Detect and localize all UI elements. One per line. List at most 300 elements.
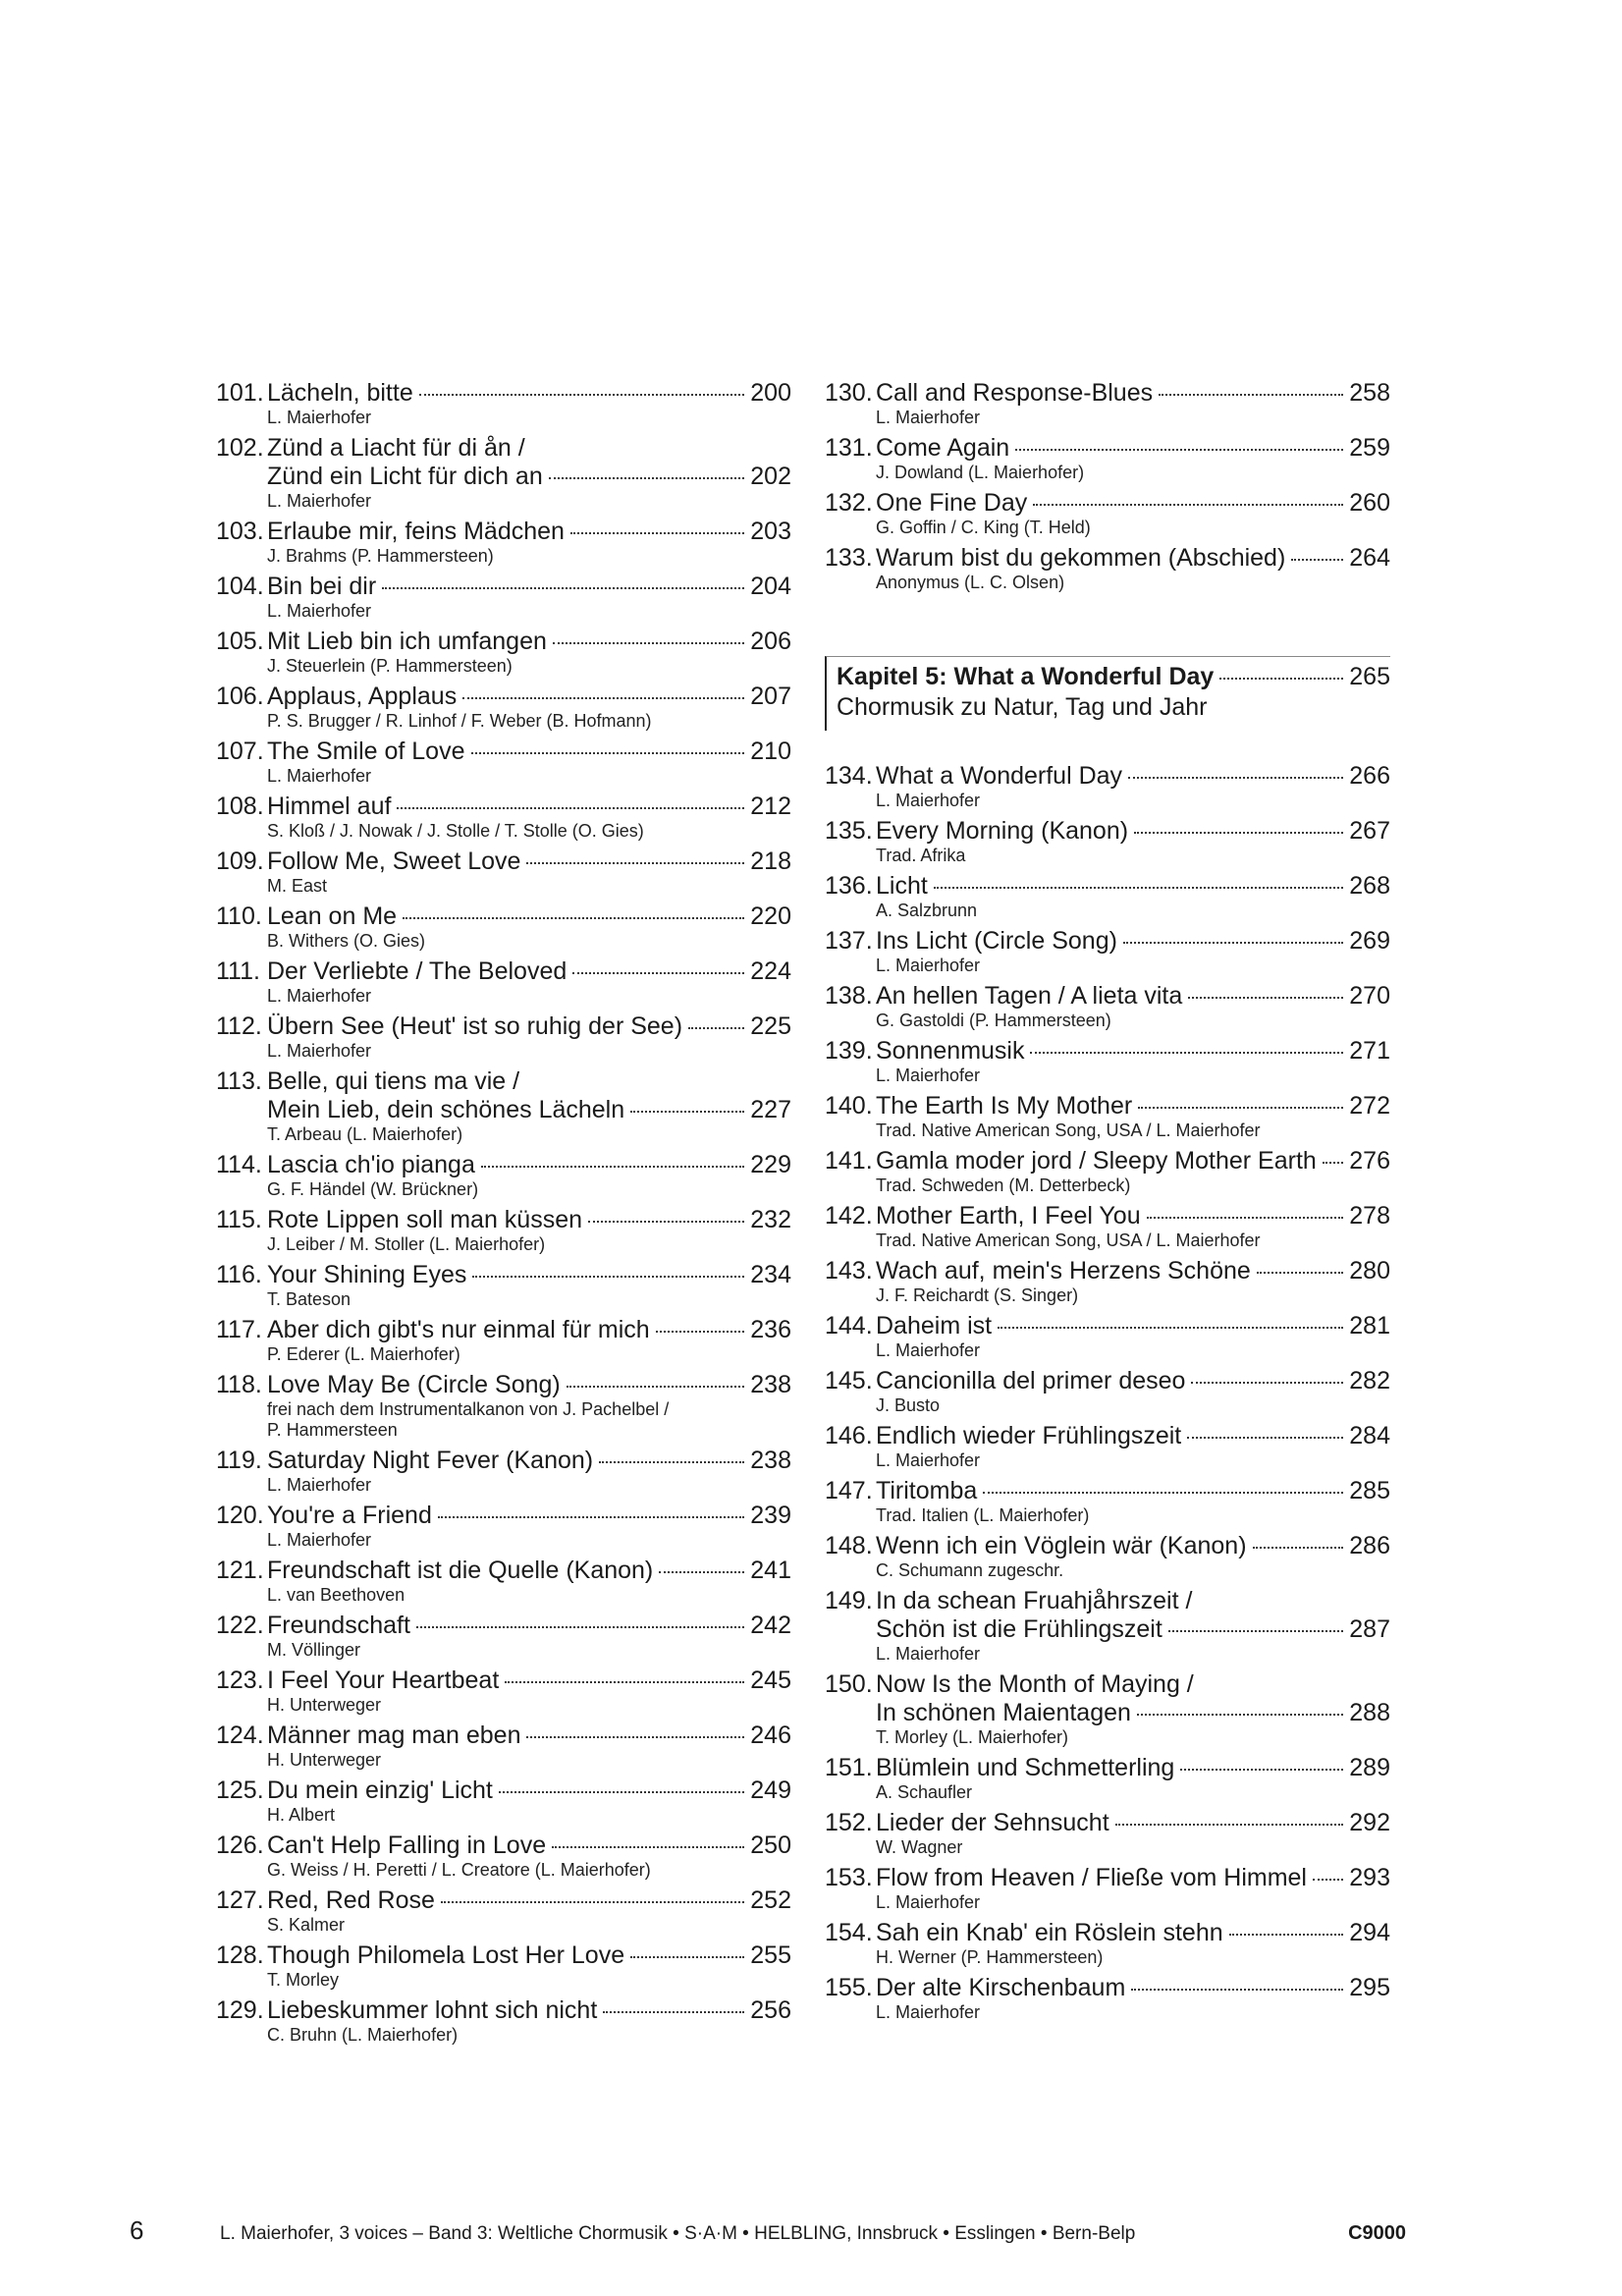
toc-entry — [216, 1502, 791, 1551]
toc-entry-title-line — [825, 489, 1390, 518]
dot-leader — [630, 1956, 744, 1958]
dot-leader — [1168, 1630, 1343, 1632]
toc-entry — [825, 379, 1390, 428]
toc-entry-page: 246 — [750, 1722, 791, 1749]
toc-entry-number: 127. — [216, 1886, 264, 1914]
toc-entry — [216, 1447, 791, 1496]
toc-entry-title: Saturday Night Fever (Kanon) — [267, 1447, 594, 1474]
dot-leader — [983, 1492, 1343, 1494]
toc-entry-title: Call and Response-Blues — [876, 379, 1154, 407]
toc-entry-credit: C. Bruhn (L. Maierhofer) — [267, 2025, 459, 2045]
dot-leader — [1115, 1824, 1344, 1826]
toc-entry-title: Though Philomela Lost Her Love — [267, 1941, 625, 1969]
toc-entry — [825, 1670, 1390, 1748]
toc-entry-title: Rote Lippen soll man küssen — [267, 1206, 583, 1233]
toc-entry — [825, 1974, 1390, 2023]
toc-entry-title-line — [216, 1371, 791, 1399]
toc-entry-number: 142. — [825, 1202, 873, 1230]
toc-entry — [825, 1532, 1390, 1581]
footer-catalog-code: C9000 — [1348, 2222, 1406, 2244]
toc-entry-page: 207 — [750, 683, 791, 710]
dot-leader — [1134, 832, 1343, 834]
toc-entry-page: 220 — [750, 902, 791, 930]
toc-entry-title: One Fine Day — [876, 489, 1028, 517]
chapter-heading — [825, 656, 1390, 731]
toc-entry-title-line — [825, 1037, 1390, 1066]
dot-leader — [656, 1331, 745, 1333]
toc-entry-number: 125. — [216, 1777, 264, 1804]
toc-entry-title: Wenn ich ein Vöglein wär (Kanon) — [876, 1532, 1247, 1559]
toc-entry — [825, 1809, 1390, 1858]
toc-entry — [216, 902, 791, 952]
dot-leader — [472, 1276, 744, 1278]
toc-entry-credit: L. Maierhofer — [876, 1644, 981, 1664]
toc-entry-title-line — [825, 872, 1390, 901]
toc-entry-credit: T. Arbeau (L. Maierhofer) — [267, 1124, 463, 1144]
toc-entry-title-line — [216, 434, 791, 463]
dot-leader — [499, 1791, 744, 1793]
toc-entry-page: 269 — [1349, 927, 1390, 955]
toc-entry-title-line — [216, 463, 791, 491]
toc-entry — [216, 1067, 791, 1145]
toc-entry — [216, 1557, 791, 1606]
toc-entry-credit: L. Maierhofer — [267, 1475, 372, 1495]
dot-leader — [1015, 449, 1343, 451]
toc-entry-title: Your Shining Eyes — [267, 1261, 467, 1288]
toc-entry-number: 120. — [216, 1502, 264, 1529]
dot-leader — [438, 1516, 744, 1518]
toc-entry-page: 286 — [1349, 1532, 1390, 1559]
footer-publication-info: L. Maierhofer, 3 voices – Band 3: Weltliche Chormusik • S·A·M • HELBLING, Innsbruck • Esslingen • Bern-Belp — [220, 2223, 1136, 2244]
toc-entry-title-line — [825, 1092, 1390, 1121]
toc-entry-number: 126. — [216, 1831, 264, 1859]
toc-entry-page: 268 — [1349, 872, 1390, 900]
toc-entry-credit: L. Maierhofer — [876, 408, 981, 427]
toc-entry — [216, 1996, 791, 2046]
toc-entry-credit: L. Maierhofer — [876, 1340, 981, 1360]
toc-entry-page: 267 — [1349, 817, 1390, 845]
toc-entry — [216, 1612, 791, 1661]
toc-entry-page: 272 — [1349, 1092, 1390, 1120]
toc-entry-title-line — [216, 683, 791, 711]
toc-entry-title: Lean on Me — [267, 902, 398, 930]
toc-entry-number: 150. — [825, 1670, 873, 1698]
toc-entry — [825, 544, 1390, 593]
toc-entry-credit: L. Maierhofer — [267, 766, 372, 786]
dot-leader — [934, 887, 1343, 889]
toc-entry-page: 259 — [1349, 434, 1390, 462]
toc-entry-page: 270 — [1349, 982, 1390, 1010]
toc-entry-page: 276 — [1349, 1147, 1390, 1175]
toc-entry-credit: L. Maierhofer — [267, 1530, 372, 1550]
toc-entry-page: 225 — [750, 1012, 791, 1040]
footer-page-number: 6 — [130, 2215, 144, 2245]
toc-entry — [825, 1037, 1390, 1086]
toc-entry-title-line — [825, 434, 1390, 463]
toc-entry-credit: L. Maierhofer — [267, 1041, 372, 1061]
toc-entry-number: 149. — [825, 1587, 873, 1614]
toc-entry-title: Follow Me, Sweet Love — [267, 847, 521, 875]
toc-entry-credit: T. Bateson — [267, 1289, 351, 1309]
toc-entry-title: Tiritomba — [876, 1477, 978, 1504]
toc-entry-title-line — [825, 1754, 1390, 1782]
toc-entry-page: 256 — [750, 1996, 791, 2024]
toc-entry-title-line — [825, 1974, 1390, 2002]
toc-entry — [825, 1422, 1390, 1471]
toc-entry-number: 139. — [825, 1037, 873, 1065]
toc-entry-page: 218 — [750, 847, 791, 875]
toc-entry-credit: J. Brahms (P. Hammersteen) — [267, 546, 494, 566]
toc-entry-title-line — [216, 1886, 791, 1915]
toc-entry-title: What a Wonderful Day — [876, 762, 1123, 790]
toc-entry-title-line — [216, 1941, 791, 1970]
toc-entry-page: 295 — [1349, 1974, 1390, 2001]
toc-entry-number: 101. — [216, 379, 264, 407]
toc-group-bottom — [825, 762, 1390, 2023]
toc-entry-number: 104. — [216, 573, 264, 600]
toc-entry-title-line — [825, 1312, 1390, 1340]
dot-leader — [1187, 1437, 1343, 1439]
toc-entry-title: Mein Lieb, dein schönes Lächeln — [267, 1096, 625, 1123]
toc-entry-credit: L. Maierhofer — [876, 2002, 981, 2022]
toc-entry-credit: L. Maierhofer — [876, 1892, 981, 1912]
toc-entry — [216, 518, 791, 567]
dot-leader — [567, 1386, 745, 1388]
toc-entry-credit: Trad. Native American Song, USA / L. Maierhofer — [876, 1121, 1261, 1140]
toc-entry — [825, 817, 1390, 866]
toc-entry — [216, 379, 791, 428]
dot-leader — [1191, 1382, 1343, 1384]
page-footer — [130, 2215, 1406, 2246]
toc-entry-title: You're a Friend — [267, 1502, 432, 1529]
toc-entry-number: 137. — [825, 927, 873, 955]
toc-entry-title-line — [825, 817, 1390, 846]
toc-entry-title-line — [216, 738, 791, 766]
toc-entry-title: The Smile of Love — [267, 738, 465, 765]
toc-entry-title-line — [216, 1067, 791, 1096]
toc-entry-title: Zünd a Liacht für di ån / — [267, 434, 525, 462]
dot-leader — [526, 862, 744, 864]
toc-entry-title: Lieder der Sehnsucht — [876, 1809, 1109, 1836]
toc-entry — [216, 1316, 791, 1365]
toc-entry-title-line — [825, 1864, 1390, 1892]
toc-entry-title-line — [216, 518, 791, 546]
chapter-title-line — [837, 663, 1390, 691]
toc-entry-number: 106. — [216, 683, 264, 710]
toc-entry — [825, 1202, 1390, 1251]
toc-entry-page: 264 — [1349, 544, 1390, 572]
toc-entry-number: 146. — [825, 1422, 873, 1449]
dot-leader — [1138, 1107, 1343, 1109]
toc-entry-title-line — [216, 957, 791, 986]
dot-leader — [1033, 504, 1343, 506]
toc-entry-page: 266 — [1349, 762, 1390, 790]
toc-entry-page: 212 — [750, 793, 791, 820]
toc-entry-credit: L. Maierhofer — [267, 601, 372, 621]
toc-entry-page: 250 — [750, 1831, 791, 1859]
toc-entry-title-line — [216, 1996, 791, 2025]
toc-entry-title-line — [825, 1367, 1390, 1395]
toc-entry-title-line — [825, 379, 1390, 408]
toc-entry-title: Red, Red Rose — [267, 1886, 435, 1914]
toc-entry-page: 289 — [1349, 1754, 1390, 1781]
dot-leader — [416, 1626, 744, 1628]
toc-entry-title-line — [825, 1257, 1390, 1285]
toc-entry-title: In da schean Fruahjåhrszeit / — [876, 1587, 1193, 1614]
toc-entry-page: 288 — [1349, 1699, 1390, 1726]
toc-column-right — [825, 379, 1390, 2029]
toc-entry-number: 130. — [825, 379, 873, 407]
toc-entry-title: Can't Help Falling in Love — [267, 1831, 547, 1859]
toc-entry-credit: A. Salzbrunn — [876, 901, 978, 920]
toc-entry-title-line — [825, 1532, 1390, 1560]
dot-leader — [1313, 1879, 1343, 1881]
toc-entry-title: Du mein einzig' Licht — [267, 1777, 493, 1804]
toc-entry-title-line — [216, 1096, 791, 1124]
toc-entry — [216, 1831, 791, 1881]
toc-entry-credit: W. Wagner — [876, 1837, 963, 1857]
toc-entry-page: 203 — [750, 518, 791, 545]
toc-entry-title-line — [216, 793, 791, 821]
toc-entry-credit: J. Dowland (L. Maierhofer) — [876, 463, 1085, 482]
toc-entry-credit: T. Morley — [267, 1970, 340, 1990]
toc-entry — [216, 1722, 791, 1771]
toc-entry-number: 154. — [825, 1919, 873, 1946]
toc-entry-page: 292 — [1349, 1809, 1390, 1836]
toc-entry-page: 238 — [750, 1371, 791, 1398]
toc-entry-title: Übern See (Heut' ist so ruhig der See) — [267, 1012, 683, 1040]
toc-entry — [825, 872, 1390, 921]
toc-entry-number: 117. — [216, 1316, 262, 1343]
toc-entry — [825, 1147, 1390, 1196]
toc-entry-title: Bin bei dir — [267, 573, 377, 600]
toc-entry — [216, 793, 791, 842]
toc-entry-number: 123. — [216, 1667, 264, 1694]
toc-entry-title-line — [216, 628, 791, 656]
toc-entry-credit: G. Goffin / C. King (T. Held) — [876, 518, 1091, 537]
toc-entry-title: The Earth Is My Mother — [876, 1092, 1133, 1120]
toc-entry-title-line — [216, 902, 791, 931]
toc-entry-credit: T. Morley (L. Maierhofer) — [876, 1727, 1069, 1747]
toc-entry — [825, 927, 1390, 976]
toc-entry-title-line — [825, 544, 1390, 573]
toc-entry-title: An hellen Tagen / A lieta vita — [876, 982, 1183, 1010]
toc-entry-credit: L. Maierhofer — [876, 1066, 981, 1085]
toc-entry-credit: frei nach dem Instrumentalkanon von J. Pachelbel / — [267, 1399, 670, 1419]
toc-entry-title-line — [216, 573, 791, 601]
toc-entry-number: 128. — [216, 1941, 264, 1969]
toc-entry-number: 115. — [216, 1206, 262, 1233]
dot-leader — [1030, 1052, 1343, 1054]
dot-leader — [1229, 1934, 1344, 1936]
toc-entry-page: 284 — [1349, 1422, 1390, 1449]
toc-entry-title-line — [216, 379, 791, 408]
toc-entry-title-line — [825, 1477, 1390, 1505]
toc-entry-page: 282 — [1349, 1367, 1390, 1394]
toc-entry-title: Daheim ist — [876, 1312, 993, 1339]
toc-entry — [825, 489, 1390, 538]
toc-entry-title: Ins Licht (Circle Song) — [876, 927, 1117, 955]
toc-entry-title-line — [216, 1206, 791, 1234]
toc-entry-number: 109. — [216, 847, 264, 875]
toc-entry-title: Every Morning (Kanon) — [876, 817, 1129, 845]
toc-entry-title-line — [216, 1502, 791, 1530]
toc-entry-page: 260 — [1349, 489, 1390, 517]
toc-entry-credit: J. Busto — [876, 1395, 941, 1415]
toc-entry-page: 287 — [1349, 1615, 1390, 1643]
toc-entry-title: Applaus, Applaus — [267, 683, 458, 710]
dot-leader — [588, 1221, 744, 1223]
chapter-subtitle: Chormusik zu Natur, Tag und Jahr — [837, 693, 1208, 721]
toc-entry-title-line — [825, 1587, 1390, 1615]
toc-entry-title: Sonnenmusik — [876, 1037, 1025, 1065]
toc-entry-page: 232 — [750, 1206, 791, 1233]
toc-entry-title: Freundschaft ist die Quelle (Kanon) — [267, 1557, 654, 1584]
toc-entry-title-line — [216, 1151, 791, 1179]
toc-entry-title-line — [825, 1919, 1390, 1947]
toc-entry-title-line — [216, 1261, 791, 1289]
toc-entry-number: 147. — [825, 1477, 873, 1504]
toc-entry-credit: J. F. Reichardt (S. Singer) — [876, 1285, 1079, 1305]
toc-entry-credit: M. Völlinger — [267, 1640, 361, 1660]
toc-entry-credit: L. van Beethoven — [267, 1585, 406, 1605]
toc-entry-number: 134. — [825, 762, 873, 790]
toc-entry-title: Mit Lieb bin ich umfangen — [267, 628, 547, 655]
dot-leader — [1137, 1714, 1343, 1716]
toc-entry-title-line — [825, 1147, 1390, 1175]
dot-leader — [1219, 678, 1343, 680]
dot-leader — [505, 1681, 744, 1683]
toc-entry-number: 118. — [216, 1371, 262, 1398]
toc-entry-credit: B. Withers (O. Gies) — [267, 931, 426, 951]
toc-entry — [825, 1312, 1390, 1361]
toc-entry-title: Mother Earth, I Feel You — [876, 1202, 1141, 1230]
toc-entry-number: 116. — [216, 1261, 262, 1288]
dot-leader — [1128, 777, 1343, 779]
toc-entry-title-line — [216, 1612, 791, 1640]
toc-entry-number: 133. — [825, 544, 873, 572]
toc-entry-credit: Anonymus (L. C. Olsen) — [876, 573, 1065, 592]
toc-entry-page: 224 — [750, 957, 791, 985]
toc-entry — [825, 1257, 1390, 1306]
toc-entry-title-line — [825, 1422, 1390, 1450]
toc-entry — [216, 738, 791, 787]
toc-entry-credit: H. Albert — [267, 1805, 336, 1825]
toc-entry-page: 294 — [1349, 1919, 1390, 1946]
toc-entry-title: Zünd ein Licht für dich an — [267, 463, 543, 490]
toc-entry-credit: L. Maierhofer — [267, 408, 372, 427]
toc-entry-title: Warum bist du gekommen (Abschied) — [876, 544, 1286, 572]
toc-entry-page: 285 — [1349, 1477, 1390, 1504]
dot-leader — [462, 697, 744, 699]
toc-entry — [216, 1777, 791, 1826]
toc-entry-page: 200 — [750, 379, 791, 407]
toc-entry-title-line — [825, 1699, 1390, 1727]
toc-entry-credit: L. Maierhofer — [267, 491, 372, 511]
dot-leader — [403, 917, 744, 919]
toc-entry-page: 202 — [750, 463, 791, 490]
toc-entry-credit: S. Kloß / J. Nowak / J. Stolle / T. Stolle (O. Gies) — [267, 821, 644, 841]
toc-entry-number: 105. — [216, 628, 264, 655]
dot-leader — [599, 1461, 744, 1463]
dot-leader — [549, 477, 745, 479]
toc-entry-title: Männer mag man eben — [267, 1722, 521, 1749]
toc-entry-title-line — [825, 1670, 1390, 1699]
toc-entry-page: 227 — [750, 1096, 791, 1123]
toc-entry-number: 141. — [825, 1147, 873, 1175]
toc-entry-title-line — [216, 1667, 791, 1695]
toc-entry — [825, 434, 1390, 483]
toc-entry — [216, 1886, 791, 1936]
dot-leader — [397, 807, 744, 809]
toc-entry-number: 113. — [216, 1067, 262, 1095]
toc-entry — [216, 434, 791, 512]
toc-entry — [825, 762, 1390, 811]
toc-entry-credit: P. Hammersteen — [267, 1420, 398, 1440]
toc-entry-title-line — [825, 1809, 1390, 1837]
toc-entry-credit: G. Weiss / H. Peretti / L. Creatore (L. Maierhofer) — [267, 1860, 651, 1880]
toc-entry-number: 140. — [825, 1092, 873, 1120]
toc-entry-credit: H. Unterweger — [267, 1695, 382, 1715]
toc-entry-number: 103. — [216, 518, 264, 545]
dot-leader — [1188, 997, 1343, 999]
toc-entry-title-line — [825, 982, 1390, 1011]
toc-entry-title: Now Is the Month of Maying / — [876, 1670, 1194, 1698]
dot-leader — [572, 972, 744, 974]
dot-leader — [1159, 394, 1343, 396]
toc-entry-page: 239 — [750, 1502, 791, 1529]
dot-leader — [1131, 1989, 1343, 1991]
toc-entry-number: 119. — [216, 1447, 262, 1474]
toc-entry-number: 108. — [216, 793, 264, 820]
toc-entry-credit: L. Maierhofer — [267, 986, 372, 1006]
toc-entry-title-line — [216, 1777, 791, 1805]
toc-entry — [216, 1941, 791, 1991]
toc-entry-credit: H. Unterweger — [267, 1750, 382, 1770]
toc-entry-title: Lascia ch'io pianga — [267, 1151, 475, 1178]
toc-entry-page: 280 — [1349, 1257, 1390, 1285]
toc-entry-credit: L. Maierhofer — [876, 956, 981, 975]
dot-leader — [1123, 942, 1343, 944]
toc-entry-number: 138. — [825, 982, 873, 1010]
toc-entry-title-line — [825, 1202, 1390, 1230]
toc-entry-credit: S. Kalmer — [267, 1915, 346, 1935]
chapter-page: 265 — [1349, 663, 1390, 690]
dot-leader — [526, 1736, 744, 1738]
toc-entry — [825, 982, 1390, 1031]
dot-leader — [419, 394, 745, 396]
dot-leader — [1323, 1162, 1343, 1164]
toc-entry-title: In schönen Maientagen — [876, 1699, 1131, 1726]
toc-entry-credit: Trad. Italien (L. Maierhofer) — [876, 1505, 1090, 1525]
toc-entry-page: 258 — [1349, 379, 1390, 407]
toc-entry — [216, 1012, 791, 1062]
toc-entry-page: 255 — [750, 1941, 791, 1969]
toc-entry-title-line — [825, 762, 1390, 791]
toc-entry-number: 111. — [216, 957, 260, 985]
toc-entry-page: 236 — [750, 1316, 791, 1343]
toc-entry-number: 121. — [216, 1557, 264, 1584]
toc-entry-number: 135. — [825, 817, 873, 845]
dot-leader — [1291, 559, 1343, 561]
toc-group-top — [825, 379, 1390, 593]
toc-entry-page: 206 — [750, 628, 791, 655]
toc-entry-page: 242 — [750, 1612, 791, 1639]
toc-entry-credit: M. East — [267, 876, 328, 896]
toc-entry-title: Endlich wieder Frühlingszeit — [876, 1422, 1182, 1449]
dot-leader — [382, 587, 744, 589]
toc-entry-title: Love May Be (Circle Song) — [267, 1371, 561, 1398]
